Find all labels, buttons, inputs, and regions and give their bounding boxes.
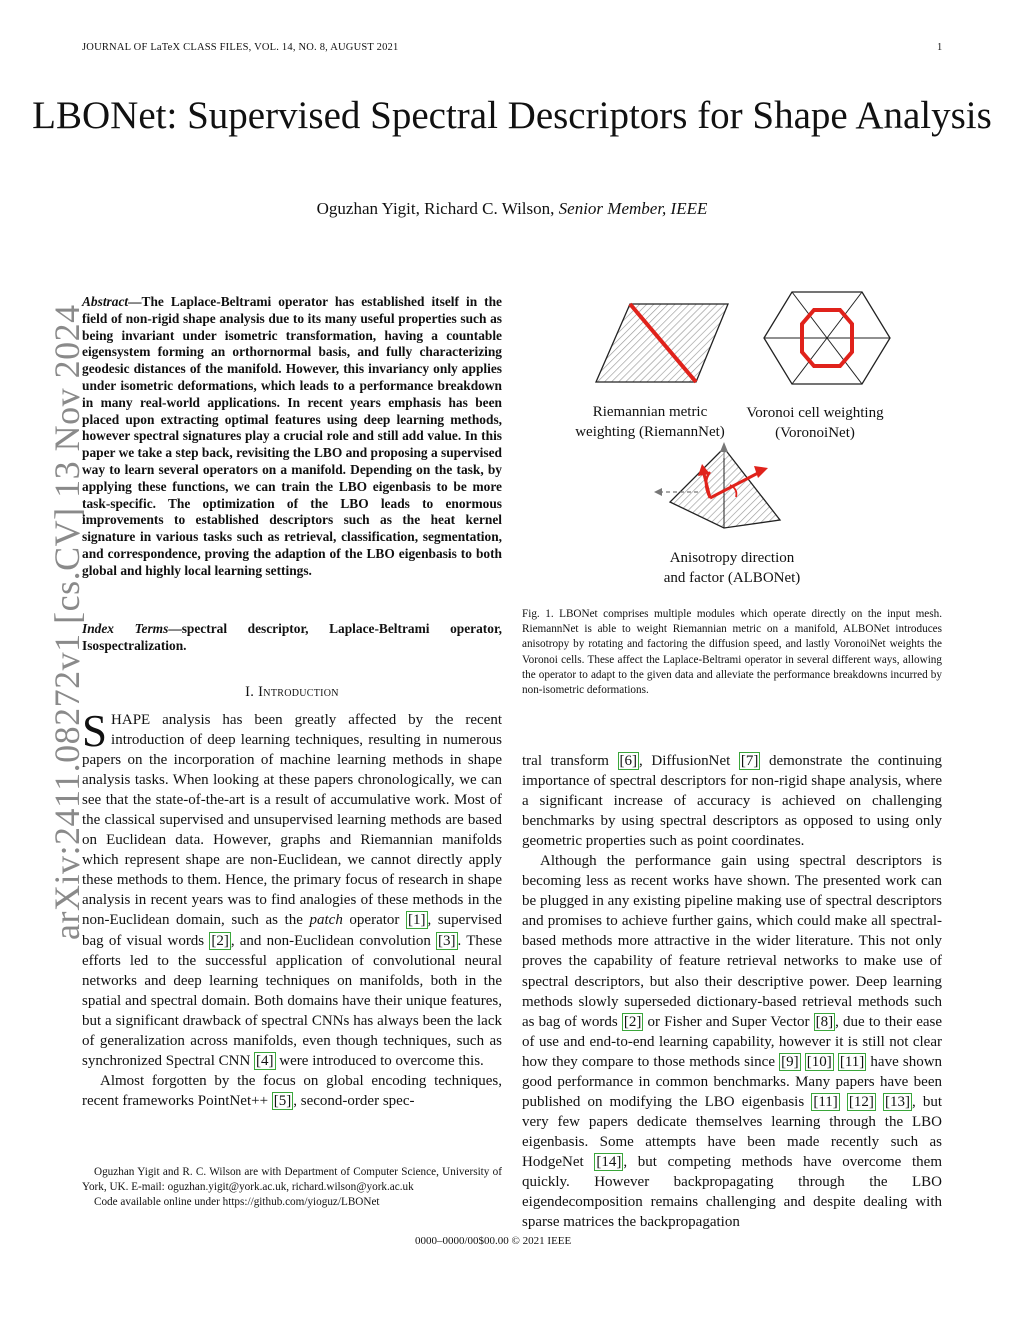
text: tral transform <box>522 753 609 769</box>
riemann-parallelogram-graphic <box>596 304 728 382</box>
anisotropy-graphic <box>654 442 780 528</box>
figure-label-anisotropy <box>640 548 824 588</box>
text: , and non-Euclidean convolution <box>230 932 431 949</box>
citation-link[interactable]: [11] <box>813 1093 838 1110</box>
citation-link[interactable]: [12] <box>848 1093 874 1110</box>
citation-link[interactable]: [6] <box>619 753 638 769</box>
text: demonstrate the continuing importance of spectral descriptors for non-rigid shape analysis, where a significant increase of accuracy is achieved on challenging benchmarks by using spectral descriptors as opposed to using only geometric properties such as point coordinates. <box>522 753 943 850</box>
citation-link[interactable]: [11] <box>839 1053 865 1070</box>
label-line: (VoronoiNet) <box>775 425 855 441</box>
figure-label-riemann <box>560 402 740 442</box>
copyright-line: 0000–0000/00$00.00 © 2021 IEEE <box>415 1235 572 1247</box>
abstract-label: Abstract <box>82 294 129 309</box>
citation-link[interactable]: [14] <box>596 1153 622 1170</box>
text: , due to their ease of use and end-to-end learning capability, however it is still not clear how they compare to those methods since <box>522 1013 943 1070</box>
index-terms-text: —spectral descriptor, Laplace-Beltrami operator, Isospectralization. <box>82 621 503 653</box>
section-title: Introduction <box>258 684 339 700</box>
voronoi-hexagon-graphic <box>764 292 890 384</box>
citation-link[interactable]: [7] <box>740 753 759 769</box>
label-line: Voronoi cell weighting <box>746 405 884 421</box>
paragraph <box>522 751 942 851</box>
text: . These efforts led to the successful application of convolutional neural networks and deep learning techniques on manifolds, both in the spatial and spectral domain. Both domains have their unique features, but a significant drawback of spectral CNNs has always been the lack of generalization across manifolds, even though techniques, such as synchronized Spectral CNN <box>82 932 503 1069</box>
intro-right-column <box>522 751 942 1232</box>
text: operator <box>349 912 400 929</box>
citation-link[interactable]: [10] <box>806 1053 832 1070</box>
running-header: JOURNAL OF LaTeX CLASS FILES, VOL. 14, NO. 8, AUGUST 2021 <box>82 42 399 53</box>
text: , DiffusionNet <box>639 753 731 769</box>
text: , but very few papers dedicate themselves learning through the LBO eigenbasis. Some attempts have been made recently such as HodgeNet <box>522 1093 943 1170</box>
paragraph <box>82 706 503 1071</box>
footnote-code-link[interactable]: Code available online under https://github.com/yioguz/LBONet <box>94 1196 380 1208</box>
citation-link[interactable]: [3] <box>438 932 456 949</box>
arxiv-identifier[interactable]: arXiv:2411.08272v1 [cs.CV] 13 Nov 2024 <box>47 304 87 940</box>
abstract <box>82 294 502 580</box>
intro-left-column <box>82 706 503 1111</box>
text: were introduced to overcome this. <box>279 1052 484 1069</box>
citation-link[interactable]: [8] <box>815 1013 834 1030</box>
author-names: Oguzhan Yigit, Richard C. Wilson, <box>316 199 555 218</box>
label-line: Riemannian metric <box>592 404 708 420</box>
text: have shown good performance in common benchmarks. Many papers have been published on modifying the LBO eigenbasis <box>522 1053 943 1110</box>
citation-link[interactable]: [2] <box>623 1013 642 1030</box>
author-role: Senior Member, IEEE <box>558 199 708 218</box>
citation-link[interactable]: [1] <box>408 912 426 929</box>
paragraph <box>522 851 942 1232</box>
page-number: 1 <box>937 42 943 53</box>
index-terms-label: Index Terms <box>82 621 169 636</box>
text: HAPE analysis has been greatly affected by the recent introduction of deep learning techniques, resulting in numerous papers on the incorporation of machine learning methods in shape analysis tasks. When looking at these papers chronologically, we can see that the state-of-the-art is a result of accumulative work. Most of the classical supervised and unsupervised learning methods are based on Euclidean data. However, graphs and Riemannian manifolds which represent shape are non-Euclidean, we cannot directly apply these methods to them. Hence, the primary focus of research in shape analysis in recent years was to find analogies of these methods in the non-Euclidean domain, such as the <box>82 712 502 929</box>
paper-title: LBONet: Supervised Spectral Descriptors for Shape Analysis <box>32 94 992 137</box>
text: Although the performance gain using spectral descriptors is becoming less as recent works have shown. The presented work can be plugged in any existing pipeline making use of spectral descriptors and promises to achieve further gains, which could make all spectral-based methods more attractive in the wider literature. This not only proves the capability of feature retrieval networks to make use of spectral descriptors, but also their descriptive power. Deep learning methods slowly superseded dictionary-based retrieval methods such as bag of words <box>522 853 942 1030</box>
author-line <box>0 199 1024 219</box>
text: , second-order spec- <box>293 1092 415 1109</box>
footnote <box>82 1165 502 1210</box>
citation-link[interactable]: [9] <box>781 1053 799 1070</box>
label-line: weighting (RiemannNet) <box>575 424 725 440</box>
label-line: Anisotropy direction <box>669 550 795 566</box>
text: , but competing methods have overcome them quickly. However backpropagating through the LBO eigendecomposition remains challenging and despite dealing with sparse matrices the backpropagation <box>522 1153 943 1231</box>
figure-caption: Fig. 1. LBONet comprises multiple modules which operate directly on the input mesh. RiemannNet is able to weight Riemannian metric on a manifold, ALBONet introduces anisotropy by rotating and factoring the diffusion speed, and lastly VoronoiNet weights the Voronoi cells. These affect the Laplace-Beltrami operator in several different ways, allowing the operator to adapt to the given data and alleviate the performance breakdowns incurred by non-isometric deformations. <box>522 608 942 697</box>
text: or Fisher and Super Vector <box>647 1013 810 1030</box>
text: , supervised bag of visual words <box>82 912 502 949</box>
paragraph <box>82 1071 502 1111</box>
index-terms <box>82 621 502 655</box>
figure-label-voronoi <box>732 403 898 443</box>
citation-link[interactable]: [5] <box>273 1092 292 1109</box>
section-number: I. <box>245 684 255 700</box>
drop-cap: S <box>82 706 108 756</box>
abstract-text: —The Laplace-Beltrami operator has established itself in the field of non-rigid shape analysis due to its many useful properties such as being invariant under isometric transformation, having a countable eigensystem forming an orthornormal basis, and fully characterizing geodesic distances of the manifold. However, this invariancy only applies under isometric deformations, which leads to a performance breakdown in many real-world applications. In recent years emphasis has been placed upon extracting optimal features using deep learning methods, however spectral signatures play a crucial role and still add value. In this paper we take a step back, revisiting the LBO and proposing a supervised way to learn several operators on a manifold. Depending on the task, by applying these functions, we can train the LBO eigenbasis to be more task-specific. The optimization of the LBO leads to enormous improvements to established descriptors such as the heat kernel signature in various tasks such as retrieval, classification, segmentation, and correspondence, proving the adaption of the LBO eigenbasis to both global and highly local learning settings. <box>82 294 502 578</box>
citation-link[interactable]: [2] <box>211 932 229 949</box>
text: Almost forgotten by the focus on global encoding techniques, recent frameworks PointNet++ <box>82 1072 502 1109</box>
text-emphasis: patch <box>309 912 343 929</box>
section-heading <box>82 684 502 701</box>
label-line: and factor (ALBONet) <box>663 570 801 586</box>
footnote-affiliation: Oguzhan Yigit and R. C. Wilson are with Department of Computer Science, University of York, UK. E-mail: oguzhan.yigit@york.ac.uk, richard.wilson@york.ac.uk <box>82 1166 502 1193</box>
citation-link[interactable]: [4] <box>256 1052 274 1069</box>
citation-link[interactable]: [13] <box>885 1093 911 1110</box>
